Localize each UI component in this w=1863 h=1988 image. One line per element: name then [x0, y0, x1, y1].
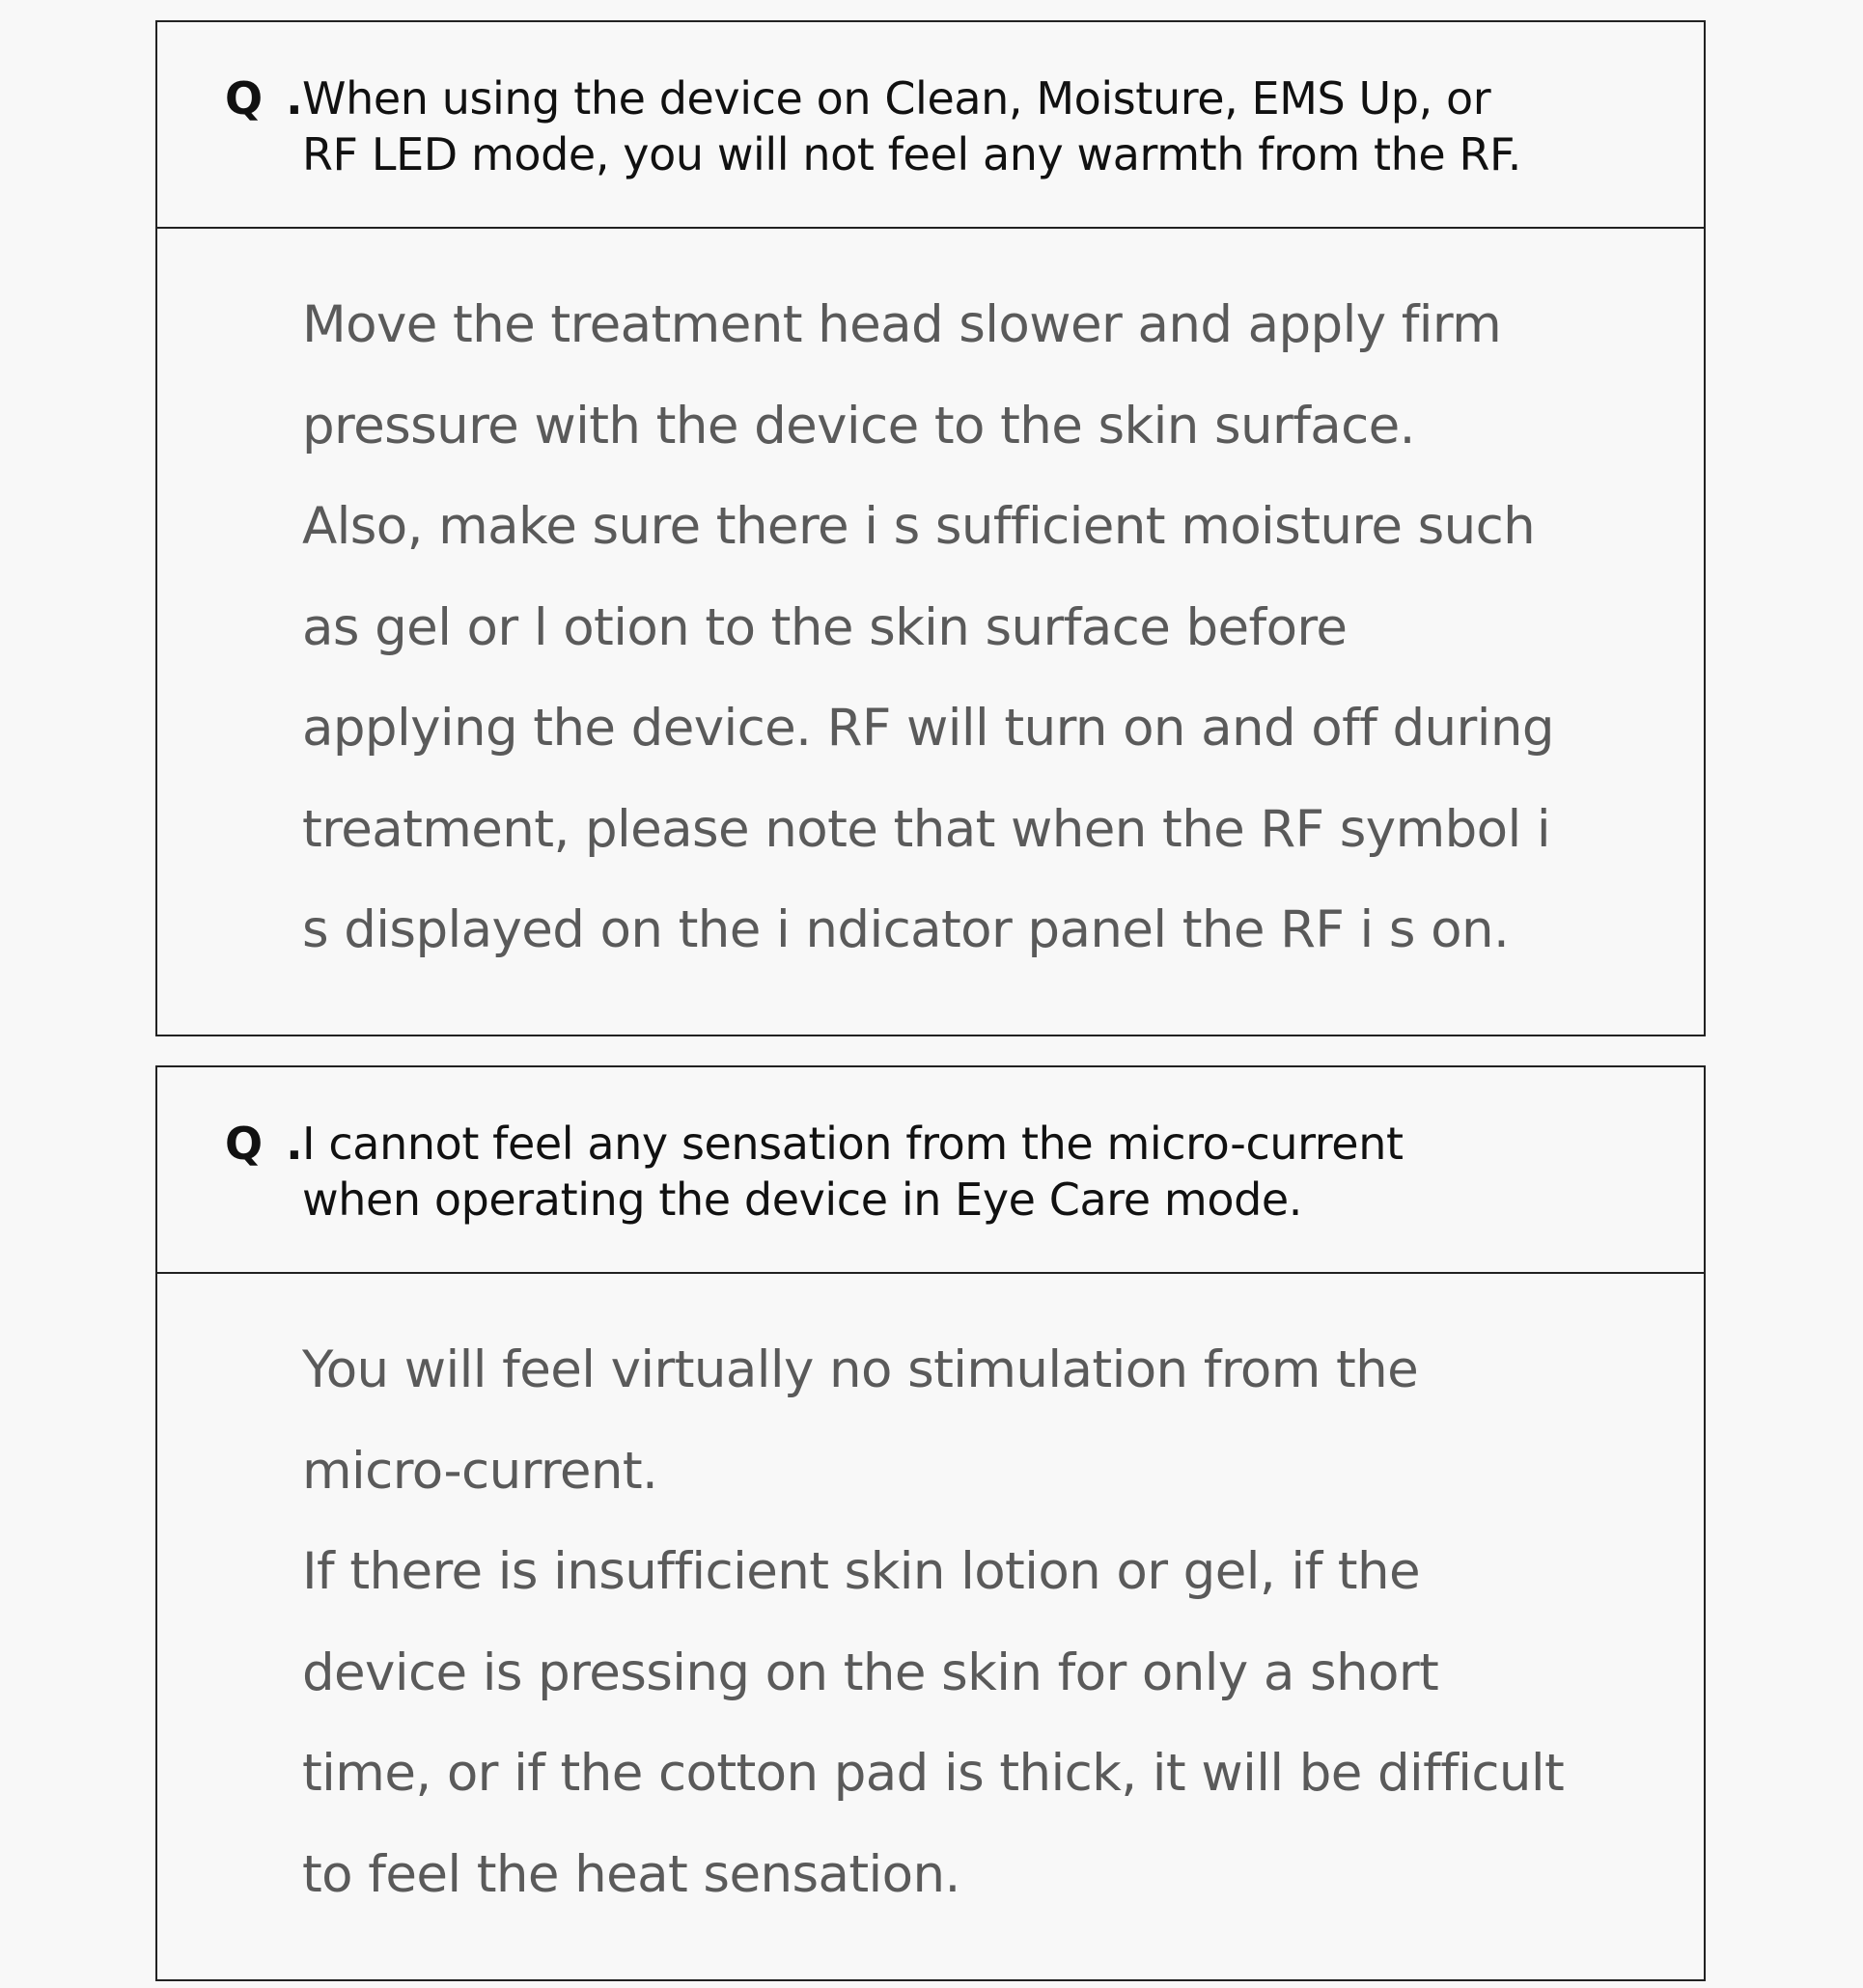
- question-line: when operating the device in Eye Care mode.: [302, 1173, 1302, 1226]
- question-prefix: Q .: [225, 1118, 307, 1170]
- question-line: RF LED mode, you will not feel any warmth from the RF.: [302, 128, 1521, 180]
- question-row: [157, 22, 1704, 229]
- answer-line: Move the treatment head slower and apply firm: [302, 295, 1502, 354]
- faq-card: [155, 20, 1706, 1036]
- answer-line: Also, make sure there i s sufficient moisture such: [302, 497, 1536, 556]
- answer-line: device is pressing on the skin for only a short: [302, 1643, 1439, 1702]
- question-line: I cannot feel any sensation from the micro-current: [302, 1118, 1404, 1170]
- answer-line: treatment, please note that when the RF symbol i: [302, 799, 1550, 859]
- answer-line: to feel the heat sensation.: [302, 1844, 960, 1904]
- answer-line: If there is insufficient skin lotion or gel, if the: [302, 1542, 1420, 1601]
- question-prefix: Q .: [225, 72, 307, 124]
- answer-line: as gel or l otion to the skin surface before: [302, 597, 1348, 657]
- answer-line: applying the device. RF will turn on and off during: [302, 699, 1554, 758]
- answer-line: You will feel virtually no stimulation from the: [302, 1340, 1419, 1399]
- question-text: [302, 70, 1673, 182]
- faq-card: [155, 1065, 1706, 1981]
- answer-text: [302, 1320, 1654, 1925]
- question-row: [157, 1067, 1704, 1274]
- question-line: When using the device on Clean, Moisture, EMS Up, or: [302, 72, 1491, 124]
- answer-line: micro-current.: [302, 1441, 658, 1501]
- answer-line: time, or if the cotton pad is thick, it will be difficult: [302, 1744, 1565, 1803]
- question-text: [302, 1116, 1673, 1228]
- answer-line: pressure with the device to the skin surface.: [302, 396, 1415, 456]
- answer-line: s displayed on the i ndicator panel the RF i s on.: [302, 900, 1510, 959]
- answer-text: [302, 275, 1654, 981]
